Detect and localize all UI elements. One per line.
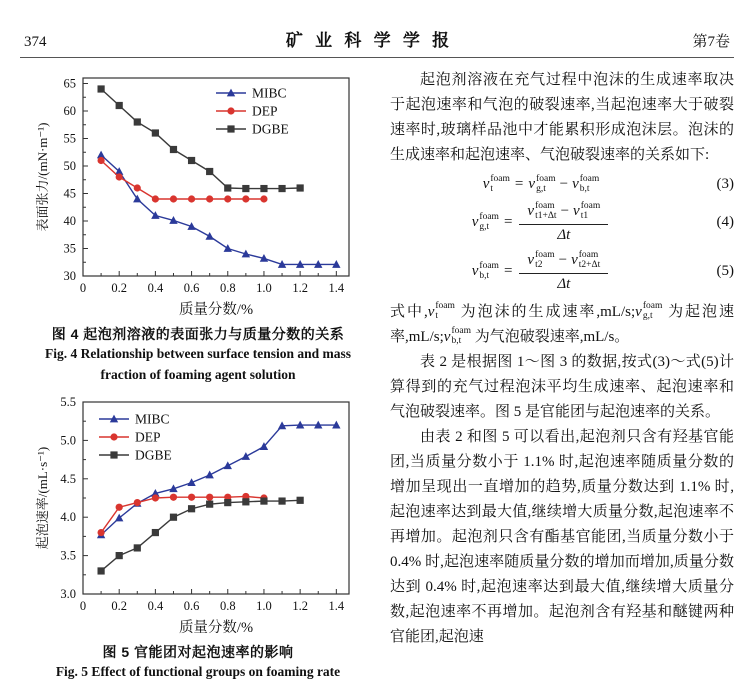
- journal-header: [20, 26, 734, 57]
- svg-text:60: 60: [63, 104, 76, 118]
- svg-text:0.2: 0.2: [111, 281, 128, 295]
- svg-text:1.0: 1.0: [256, 281, 272, 295]
- figure-4: [20, 68, 376, 386]
- svg-text:40: 40: [63, 214, 76, 228]
- equation-number: (4): [716, 214, 734, 231]
- svg-text:0.8: 0.8: [219, 598, 236, 613]
- svg-text:0: 0: [79, 281, 87, 295]
- equation-number: (5): [716, 263, 734, 280]
- figure4-caption-en: Fig. 4 Relationship between surface tension and mass fraction of foaming agent solution: [44, 346, 351, 382]
- math-variable: v foam b,t: [443, 326, 471, 347]
- figure4-caption: [20, 324, 376, 386]
- svg-text:30: 30: [63, 269, 76, 283]
- equations-block: [390, 175, 734, 293]
- svg-text:0: 0: [79, 598, 87, 613]
- math-variable: v foam t1+Δt: [527, 200, 557, 221]
- svg-text:MIBC: MIBC: [135, 411, 170, 427]
- figure-5: [20, 392, 376, 683]
- svg-text:3.0: 3.0: [60, 586, 76, 601]
- volume-label: 第7卷: [692, 34, 730, 50]
- y-axis-label: 起泡速率/(mL·s⁻¹): [35, 446, 50, 550]
- svg-text:3.5: 3.5: [60, 548, 76, 563]
- svg-text:65: 65: [63, 76, 76, 91]
- equation: v foam b,t = v foam t2 − v foam t2+Δt Δt (5): [471, 249, 734, 292]
- svg-text:5.0: 5.0: [60, 433, 76, 448]
- svg-text:1.2: 1.2: [292, 598, 308, 613]
- paragraph-variable-definitions: 式中, v foam t 为泡沫的生成速率,mL/s; v foam g,t 为起泡速率,mL/s; v foam b,t 为气泡破裂速率,mL/s。: [390, 300, 734, 350]
- math-variable: v foam g,t: [528, 174, 556, 194]
- svg-text:4.0: 4.0: [60, 510, 76, 525]
- math-variable: v foam g,t: [635, 301, 663, 322]
- right-column: [390, 68, 734, 689]
- svg-text:45: 45: [63, 186, 76, 201]
- svg-text:0.2: 0.2: [111, 598, 128, 613]
- svg-text:1.0: 1.0: [256, 598, 272, 613]
- math-variable: v foam t: [427, 301, 455, 322]
- paragraph-foam-rate-intro: 起泡剂溶液在充气过程中泡沫的生成速率取决于起泡速率和气泡的破裂速率,当起泡速率大于破裂速率时,玻璃样品池中才能累积形成泡沫层。泡沫的生成速率和起泡速率、气泡破裂速率的关系如下:: [390, 72, 734, 163]
- figure5-caption: [20, 642, 376, 683]
- svg-text:1.2: 1.2: [292, 281, 308, 295]
- paragraph-discussion: 由表 2 和图 5 可以看出,起泡剂只含有羟基官能团,当质量分数小于 1.1% 时,起泡速率随质量分数的增加呈现出一直增加的趋势,质量分数达到 1.1% 时,起泡速率达到最大值,继续增大质量分数,起泡速率不再增加。起泡剂只含有酯基官能团,当质量分数小于 0.4% 时,起泡速率随质量分数的增加而增加,质量分数达到 0.4% 时,起泡速率达到最大值,继续增大质量分数,起泡速率不再增加。起泡剂含有羟基和醚键两种官能团,起泡速: [390, 428, 734, 645]
- svg-text:0.6: 0.6: [183, 598, 200, 613]
- svg-text:1.4: 1.4: [328, 281, 345, 295]
- math-variable: v foam g,t: [471, 211, 499, 232]
- paragraph-table2-reference: 表 2 是根据图 1～图 3 的数据,按式(3)～式(5)计算得到的充气过程泡沫平均生成速率、起泡速率和气泡破裂速率。图 5 是官能团与起泡速率的关系。: [390, 353, 734, 420]
- equation-number: (3): [716, 176, 734, 193]
- journal-title: 矿 业 科 学 学 报: [285, 31, 454, 50]
- svg-text:0.4: 0.4: [147, 281, 164, 295]
- svg-text:55: 55: [63, 131, 76, 146]
- svg-text:5.5: 5.5: [60, 394, 76, 409]
- svg-text:50: 50: [63, 159, 76, 173]
- left-column: [20, 68, 376, 689]
- svg-text:DGBE: DGBE: [135, 447, 172, 463]
- svg-text:DEP: DEP: [135, 429, 161, 445]
- svg-text:DGBE: DGBE: [252, 121, 289, 137]
- x-axis-label: 质量分数/%: [178, 619, 254, 636]
- figure4-caption-zh: 图 4 起泡剂溶液的表面张力与质量分数的关系: [51, 326, 345, 342]
- svg-text:DEP: DEP: [252, 103, 278, 119]
- figure4-chart: [33, 68, 363, 322]
- math-variable: v foam t2+Δt: [571, 249, 601, 270]
- svg-text:4.5: 4.5: [60, 471, 76, 486]
- svg-text:0.8: 0.8: [219, 281, 236, 295]
- svg-text:35: 35: [63, 241, 76, 256]
- svg-text:0.6: 0.6: [183, 281, 200, 295]
- math-variable: v foam t: [482, 174, 510, 194]
- x-axis-label: 质量分数/%: [178, 302, 254, 318]
- page-columns: [20, 68, 734, 689]
- math-variable: v foam b,t: [572, 174, 600, 194]
- plot-frame: [83, 402, 349, 594]
- figure5-caption-en: Fig. 5 Effect of functional groups on foaming rate: [55, 663, 341, 679]
- math-variable: v foam t1: [573, 200, 601, 221]
- equation: v foam t = v foam g,t − v foam b,t (3): [482, 174, 734, 194]
- page-number: 374: [24, 34, 47, 50]
- svg-text:1.4: 1.4: [328, 598, 345, 613]
- figure5-chart: [33, 392, 363, 640]
- equation: v foam g,t = v foam t1+Δt − v foam t1 Δt (4): [471, 200, 734, 243]
- math-variable: v foam b,t: [471, 260, 499, 281]
- y-axis-label: 表面张力/(mN·m⁻¹): [35, 122, 50, 232]
- svg-text:0.4: 0.4: [147, 598, 164, 613]
- math-variable: v foam t2: [527, 249, 555, 270]
- header-rule: [20, 57, 734, 58]
- figure5-caption-zh: 图 5 官能团对起泡速率的影响: [102, 643, 294, 660]
- svg-text:MIBC: MIBC: [252, 85, 287, 101]
